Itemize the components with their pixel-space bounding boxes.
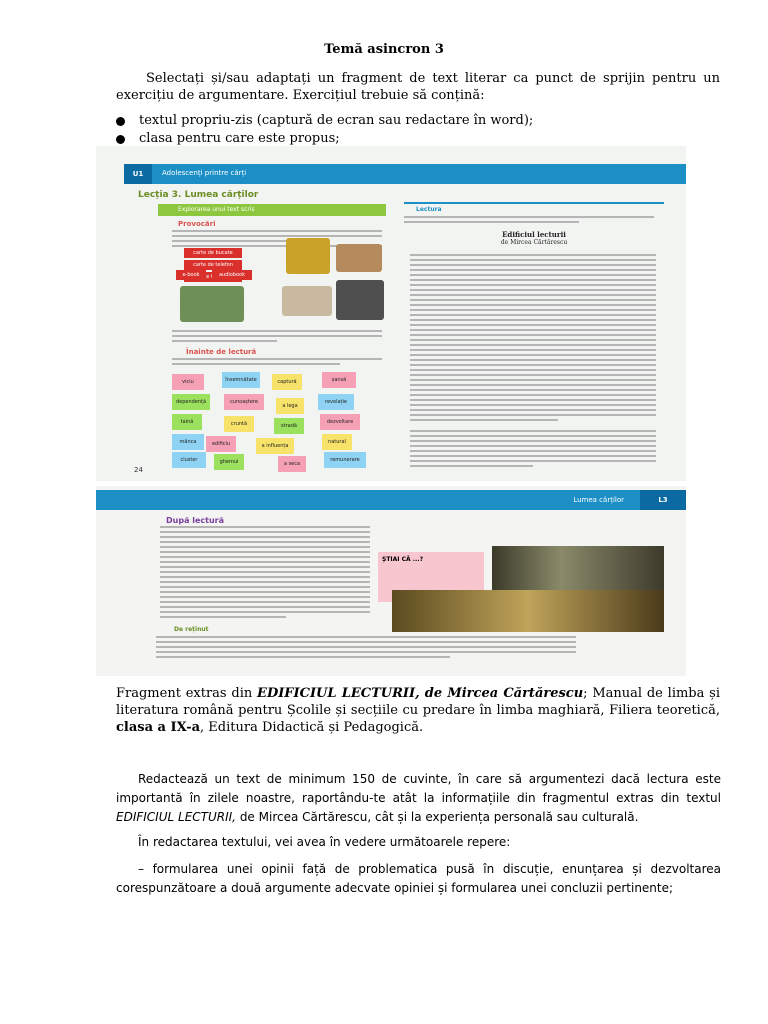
sticky-note: remunerare <box>324 452 366 468</box>
provocari-heading: Provocări <box>178 220 216 228</box>
caption-work: EDIFICIUL LECTURII, de Mircea Cărtărescu <box>257 686 584 701</box>
document-title: Temă asincron 3 <box>324 42 444 57</box>
sticky-note: a lega <box>276 398 304 414</box>
sticky-note: viciu <box>172 374 204 390</box>
sticky-note: natural <box>322 434 352 450</box>
text-block <box>172 330 382 345</box>
text-block <box>172 358 382 368</box>
sticky-note: dependență <box>172 394 210 410</box>
unit-tag: U1 <box>124 164 152 184</box>
requirements-list <box>116 112 696 148</box>
sticky-note: edificiu <box>206 436 236 452</box>
lesson-tag: L3 <box>640 490 686 510</box>
reading-title: Edificiul lecturii <box>502 230 566 239</box>
exercise-block <box>160 526 370 621</box>
phone-image <box>336 280 384 320</box>
books-image <box>336 244 382 272</box>
dupa-heading: După lectură <box>166 516 225 525</box>
page-number: 24 <box>134 466 143 474</box>
reading-heading-bar <box>404 202 664 214</box>
sticky-note: revelație <box>318 394 354 410</box>
source-caption <box>116 685 720 736</box>
caption-middle: ; Manual de limba și literatura română pentru Școlile și secțiile cu predare în limba maghiară, Filiera teoretică, <box>116 686 720 718</box>
sticky-note: dezvoltare <box>320 414 360 430</box>
text-block <box>156 636 576 661</box>
reading-text-title <box>404 230 664 246</box>
tile: e-book <box>176 270 206 280</box>
lesson-header <box>96 490 686 510</box>
reading-author: de Mircea Cărtărescu <box>500 239 568 246</box>
lesson-title: Lecția 3. Lumea cărților <box>138 190 259 200</box>
list-item-text: clasa pentru care este propus; <box>139 131 340 146</box>
tile: audiobook <box>212 270 252 280</box>
bullet-icon <box>116 117 125 126</box>
task-text-b: de Mircea Cărtărescu, cât și la experiența personală sau culturală. <box>236 810 639 824</box>
de-retinut-heading: De reținut <box>174 626 209 633</box>
intro-paragraph: Selectați și/sau adaptați un fragment de text literar ca punct de sprijin pentru un exercițiu de argumentare. Exercițiul trebuie să conțină: <box>116 71 720 103</box>
caption-grade: clasa a IX-a <box>116 720 201 735</box>
list-item <box>116 112 696 130</box>
sticky-note: cluster <box>172 452 206 468</box>
unit-header <box>124 164 686 184</box>
reading-heading: Lectura <box>416 206 442 213</box>
caption-prefix: Fragment extras din <box>116 686 258 701</box>
reading-text-body <box>410 254 656 424</box>
sticky-note: cruntă <box>224 416 254 432</box>
section-label: Explorarea unui text scris <box>178 206 255 213</box>
sticky-note: a seca <box>278 456 306 472</box>
tile: carte de bucate <box>184 248 242 258</box>
headphones-image <box>286 238 330 274</box>
textbook-scan-bottom <box>96 486 686 676</box>
section-bar <box>158 204 386 216</box>
unit-label: Adolescenți printre cărți <box>162 169 247 177</box>
lesson-header-label: Lumea cărților <box>573 496 624 504</box>
task-criterion: – formularea unei opinii față de problematica pusă în discuție, enunțarea și dezvoltarea corespunzătoare a două argumente adecvate opiniei și formularea unei concluzii pertinente; <box>116 862 721 895</box>
reading-column <box>404 202 664 472</box>
sticky-note: a influența <box>256 438 294 454</box>
newspaper-image <box>282 286 332 316</box>
sticky-note: stradă <box>274 418 304 434</box>
stiai-heading: ȘTIAI CĂ ...? <box>382 556 424 563</box>
sticky-note: șansă <box>322 372 356 388</box>
sticky-note: taină <box>172 414 202 430</box>
task-paragraph <box>116 770 721 827</box>
sticky-note: ghemui <box>214 454 244 470</box>
caption-suffix: , Editura Didactică și Pedagogică. <box>200 720 424 735</box>
de-retinut-box <box>156 626 636 666</box>
sticky-note: mânca <box>172 434 204 450</box>
task-work: EDIFICIUL LECTURII, <box>116 810 236 824</box>
tile: carte de telefon <box>184 260 242 270</box>
text-block <box>404 216 654 226</box>
sticky-note: captură <box>272 374 302 390</box>
bullet-icon <box>116 135 125 144</box>
inainte-heading: Înainte de lectură <box>186 348 257 356</box>
ereader-image <box>180 286 244 322</box>
sticky-note: cunoaștere <box>224 394 264 410</box>
list-item-text: textul propriu-zis (captură de ecran sau redactare în word); <box>139 113 534 128</box>
task-repere: În redactarea textului, vei avea în vedere următoarele repere: <box>138 835 511 849</box>
questions-block <box>410 430 656 470</box>
textbook-scan-top <box>96 146 686 481</box>
sticky-note: însemnătate <box>222 372 260 388</box>
task-text-a: Redactează un text de minimum 150 de cuvinte, în care să argumentezi dacă lectura este importantă în zilele noastre, raportându-te atât la informațiile din fragmentul extras din textul <box>116 772 721 805</box>
